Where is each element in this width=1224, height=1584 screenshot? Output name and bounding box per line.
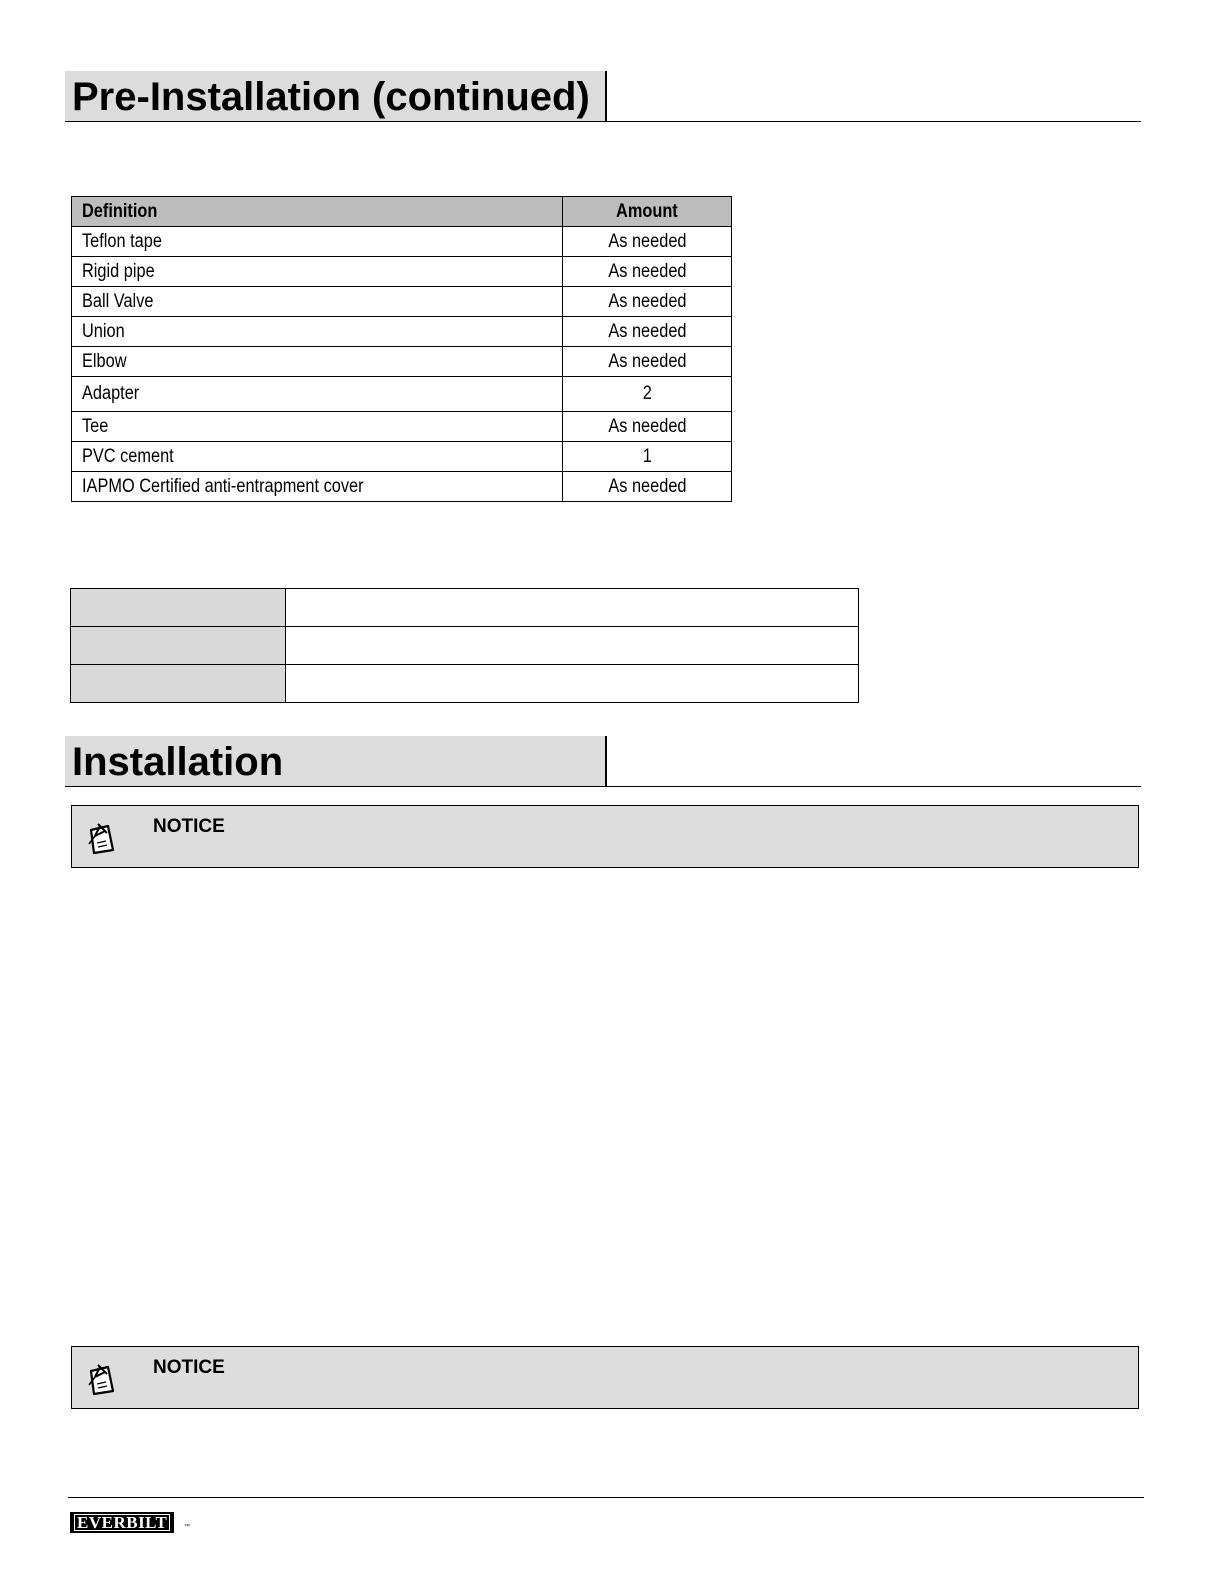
notice-box [71,805,1139,868]
table-row [72,472,732,502]
installation-title: Installation [72,740,284,784]
definition-cell: Rigid pipe [72,257,563,287]
notice-label: NOTICE [153,1357,225,1378]
definition-cell: PVC cement [72,442,563,472]
spec-value-cell [286,589,859,627]
amount-cell: 2 [563,377,732,412]
installation-title-box [65,736,607,786]
table-row [72,317,732,347]
table-row [72,257,732,287]
definition-cell: IAPMO Certified anti-entrapment cover [72,472,563,502]
spec-label-cell [71,665,286,703]
specification-table [70,588,859,703]
table-row [71,665,859,703]
table-row [71,589,859,627]
amount-cell: As needed [563,472,732,502]
note-pin-icon [86,820,118,856]
trademark-symbol: ™ [184,1524,190,1530]
pre-installation-header [65,71,1141,122]
definition-cell: Elbow [72,347,563,377]
spec-value-cell [286,665,859,703]
definition-column-header: Definition [72,197,563,227]
amount-cell: As needed [563,227,732,257]
notice-box [71,1346,1139,1409]
table-row [72,287,732,317]
note-pin-icon [86,1361,118,1397]
table-row [72,227,732,257]
spec-label-cell [71,589,286,627]
table-row [72,347,732,377]
table-row [71,627,859,665]
amount-cell: As needed [563,347,732,377]
table-row [72,442,732,472]
notice-label: NOTICE [153,816,225,837]
table-row [72,377,732,412]
amount-column-header: Amount [563,197,732,227]
table-header-row [72,197,732,227]
spec-label-cell [71,627,286,665]
spec-value-cell [286,627,859,665]
amount-cell: 1 [563,442,732,472]
table-row [72,412,732,442]
definition-cell: Union [72,317,563,347]
amount-cell: As needed [563,257,732,287]
installation-header [65,736,1141,787]
definition-cell: Ball Valve [72,287,563,317]
amount-cell: As needed [563,412,732,442]
definition-cell: Teflon tape [72,227,563,257]
definition-cell: Tee [72,412,563,442]
amount-cell: As needed [563,287,732,317]
amount-cell: As needed [563,317,732,347]
footer-divider [68,1497,1144,1498]
everbilt-logo: EVERBILT [70,1512,174,1533]
pre-installation-title: Pre-Installation (continued) [72,75,590,119]
pre-installation-title-box [65,71,607,121]
definition-cell: Adapter [72,377,563,412]
materials-table [71,196,732,502]
